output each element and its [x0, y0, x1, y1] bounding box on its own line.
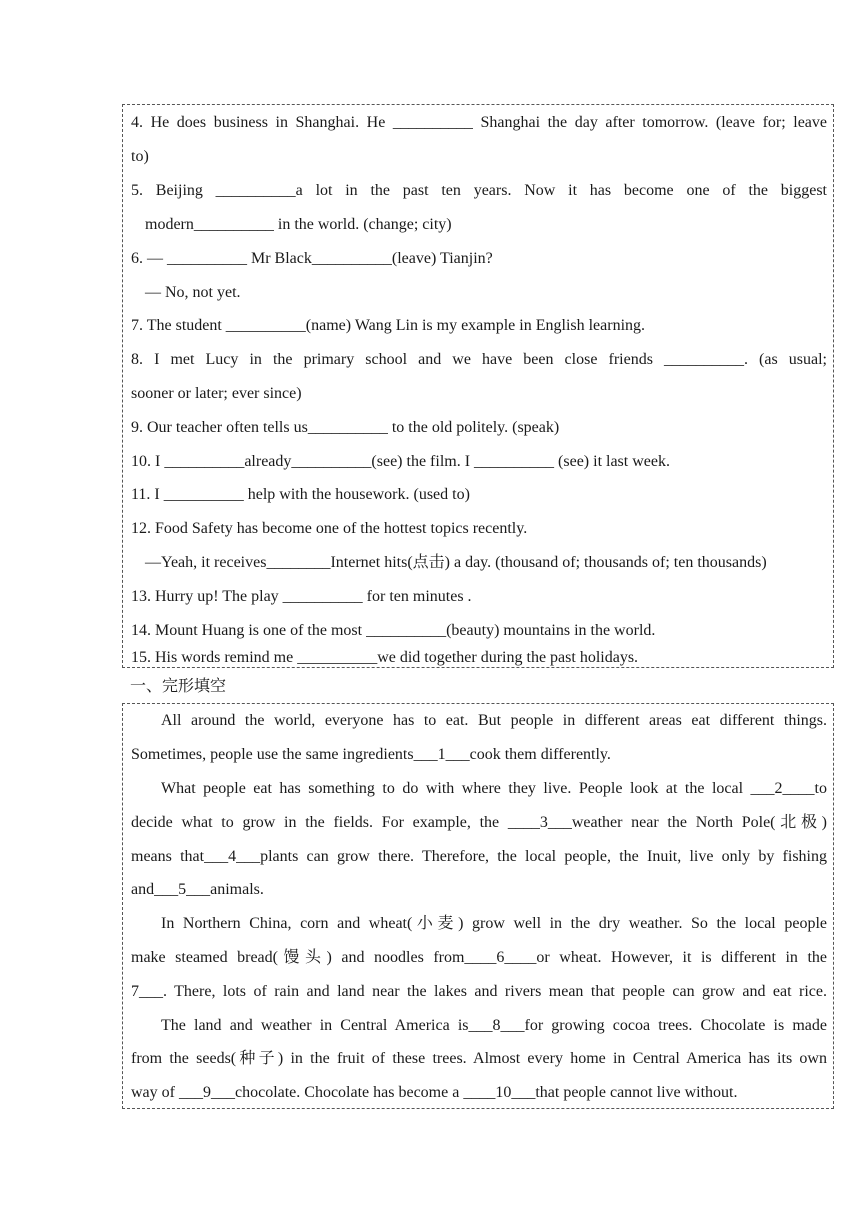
exercise-line: modern__________ in the world. (change; city) — [145, 216, 452, 233]
cloze-line: way of ___9___chocolate. Chocolate has become a ____10___that people cannot live without. — [131, 1084, 738, 1101]
cloze-line: What people eat has something to do with where they live. People look at the local ___2____to — [161, 780, 827, 797]
cloze-line: make steamed bread(馒头) and noodles from____6____or wheat. However, it is different in the — [131, 949, 827, 966]
cloze-line: and___5___animals. — [131, 881, 264, 898]
exercise-line: 8. I met Lucy in the primary school and we have been close friends __________. (as usual; — [131, 351, 827, 368]
section-title: 一、完形填空 — [130, 676, 227, 695]
exercise-line: 7. The student __________(name) Wang Lin is my example in English learning. — [131, 317, 646, 334]
exercise-line: 9. Our teacher often tells us__________ to the old politely. (speak) — [131, 419, 560, 436]
exercise-line: 4. He does business in Shanghai. He __________ Shanghai the day after tomorrow. (leave for; leave — [131, 114, 827, 131]
cloze-line: The land and weather in Central America is___8___for growing cocoa trees. Chocolate is made — [161, 1017, 827, 1034]
exercise-line: 14. Mount Huang is one of the most __________(beauty) mountains in the world. — [131, 622, 656, 639]
cloze-box — [122, 703, 834, 1109]
exercise-line: 12. Food Safety has become one of the hottest topics recently. — [131, 520, 528, 537]
exercise-line: 15. His words remind me __________we did together during the past holidays. — [131, 649, 639, 666]
cloze-line: Sometimes, people use the same ingredients___1___cook them differently. — [131, 746, 611, 763]
cloze-line: All around the world, everyone has to eat. But people in different areas eat different things. — [161, 712, 827, 729]
cloze-line: 7___. There, lots of rain and land near the lakes and rivers mean that people can grow and eat rice. — [131, 983, 827, 1000]
cloze-line: means that___4___plants can grow there. Therefore, the local people, the Inuit, live only by fishing — [131, 848, 827, 865]
exercise-line: 13. Hurry up! The play __________ for ten minutes . — [131, 588, 472, 605]
exercise-line: 11. I __________ help with the housework. (used to) — [131, 486, 470, 503]
exercise-line: — No, not yet. — [145, 284, 241, 301]
exercise-line: —Yeah, it receives________Internet hits(点击) a day. (thousand of; thousands of; ten thousands) — [145, 554, 767, 571]
exercise-line: to) — [131, 148, 149, 165]
exercise-box — [122, 104, 834, 668]
exercise-line: 6. — __________ Mr Black__________(leave) Tianjin? — [131, 250, 493, 267]
cloze-line: decide what to grow in the fields. For example, the ____3___weather near the North Pole(北极) — [131, 814, 827, 831]
exercise-line: 5. Beijing __________a lot in the past ten years. Now it has become one of the biggest — [131, 182, 827, 199]
exercise-line: 10. I __________already__________(see) the film. I __________ (see) it last week. — [131, 453, 670, 470]
cloze-line: from the seeds(种子) in the fruit of these trees. Almost every home in Central America has its own — [131, 1050, 827, 1067]
cloze-line: In Northern China, corn and wheat(小麦) grow well in the dry weather. So the local people — [161, 915, 827, 932]
exercise-line: sooner or later; ever since) — [131, 385, 302, 402]
